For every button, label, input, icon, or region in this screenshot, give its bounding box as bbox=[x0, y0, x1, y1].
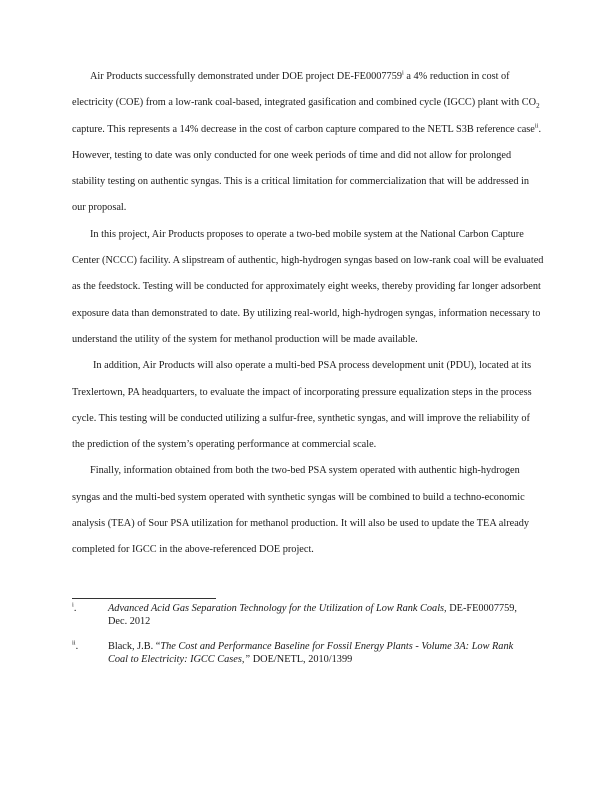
footnote-separator bbox=[72, 598, 216, 599]
footnote-2-text bbox=[108, 641, 532, 666]
p1-text-d: . However, testing to date was only conducted for one week periods of time and did not allow for prolonged stability testing on authentic syngas. This is a critical limitation for commercialization that will be addressed in our proposal. bbox=[72, 123, 542, 214]
footnote-2-lead: Black, J.B. “ bbox=[108, 641, 161, 652]
p1-text-b: a 4% reduction in cost of electricity (COE) from a low-rank coal-based, integrated gasification and combined cycle (IGCC) plant with CO bbox=[72, 71, 537, 109]
paragraph-3: In addition, Air Products will also operate a multi-bed PSA process development unit (PDU), located at its Trexlertown, PA headquarters, to evaluate the impact of incorporating pressure equalization steps in the process cycle. This testing will be conducted utilizing a sulfur-free, synthetic syngas, and will improve the reliability of the prediction of the system’s operating performance at commercial scale. bbox=[72, 360, 532, 451]
footnote-2-title: The Cost and Performance Baseline for Fossil Energy Plants - Volume 3A: Low Rank Coal to Electricity: IGCC Cases,” bbox=[108, 641, 514, 665]
footnote-2-marker: $^{ii}$. bbox=[72, 639, 79, 652]
paragraph-1 bbox=[72, 64, 544, 222]
footnote-ref-i: i bbox=[402, 69, 404, 77]
paragraph-2: In this project, Air Products proposes to operate a two-bed mobile system at the National Carbon Capture Center (NCCC) facility. A slipstream of authentic, high-hydrogen syngas based on low-rank coal will be evaluated as the feedstock. Testing will be conducted for approximately eight weeks, thereby providing far longer adsorbent exposure data than demonstrated to date. By utilizing real-world, high-hydrogen syngas, information necessary to understand the utility of the system for methanol production will be made available. bbox=[72, 228, 544, 345]
footnote-1-text bbox=[108, 603, 532, 628]
footnote-2 bbox=[72, 641, 532, 666]
p1-text-c: capture. This represents a 14% decrease in the cost of carbon capture compared to the NETL S3B reference case bbox=[72, 123, 535, 135]
footnote-2-rest: DOE/NETL, 2010/1399 bbox=[250, 653, 353, 665]
p1-text-a: Air Products successfully demonstrated under DOE project DE-FE0007759 bbox=[90, 71, 402, 82]
footnote-ref-ii: ii bbox=[534, 122, 539, 130]
body-text bbox=[72, 64, 544, 564]
co2-subscript: 2 bbox=[536, 102, 540, 111]
footnote-1-title: Advanced Acid Gas Separation Technology for the Utilization of Low Rank Coals, bbox=[108, 603, 447, 614]
footnote-1 bbox=[72, 603, 532, 628]
footnote-1-rest: DE-FE0007759, Dec. 2012 bbox=[108, 603, 517, 627]
footnote-1-marker: $^i$. bbox=[72, 601, 77, 614]
paragraph-4: Finally, information obtained from both the two-bed PSA system operated with authentic high-hydrogen syngas and the multi-bed system operated with synthetic syngas will be combined to build a techno-economic analysis (TEA) of Sour PSA utilization for methanol production. It will also be used to update the TEA already completed for IGCC in the above-referenced DOE project. bbox=[72, 465, 530, 556]
